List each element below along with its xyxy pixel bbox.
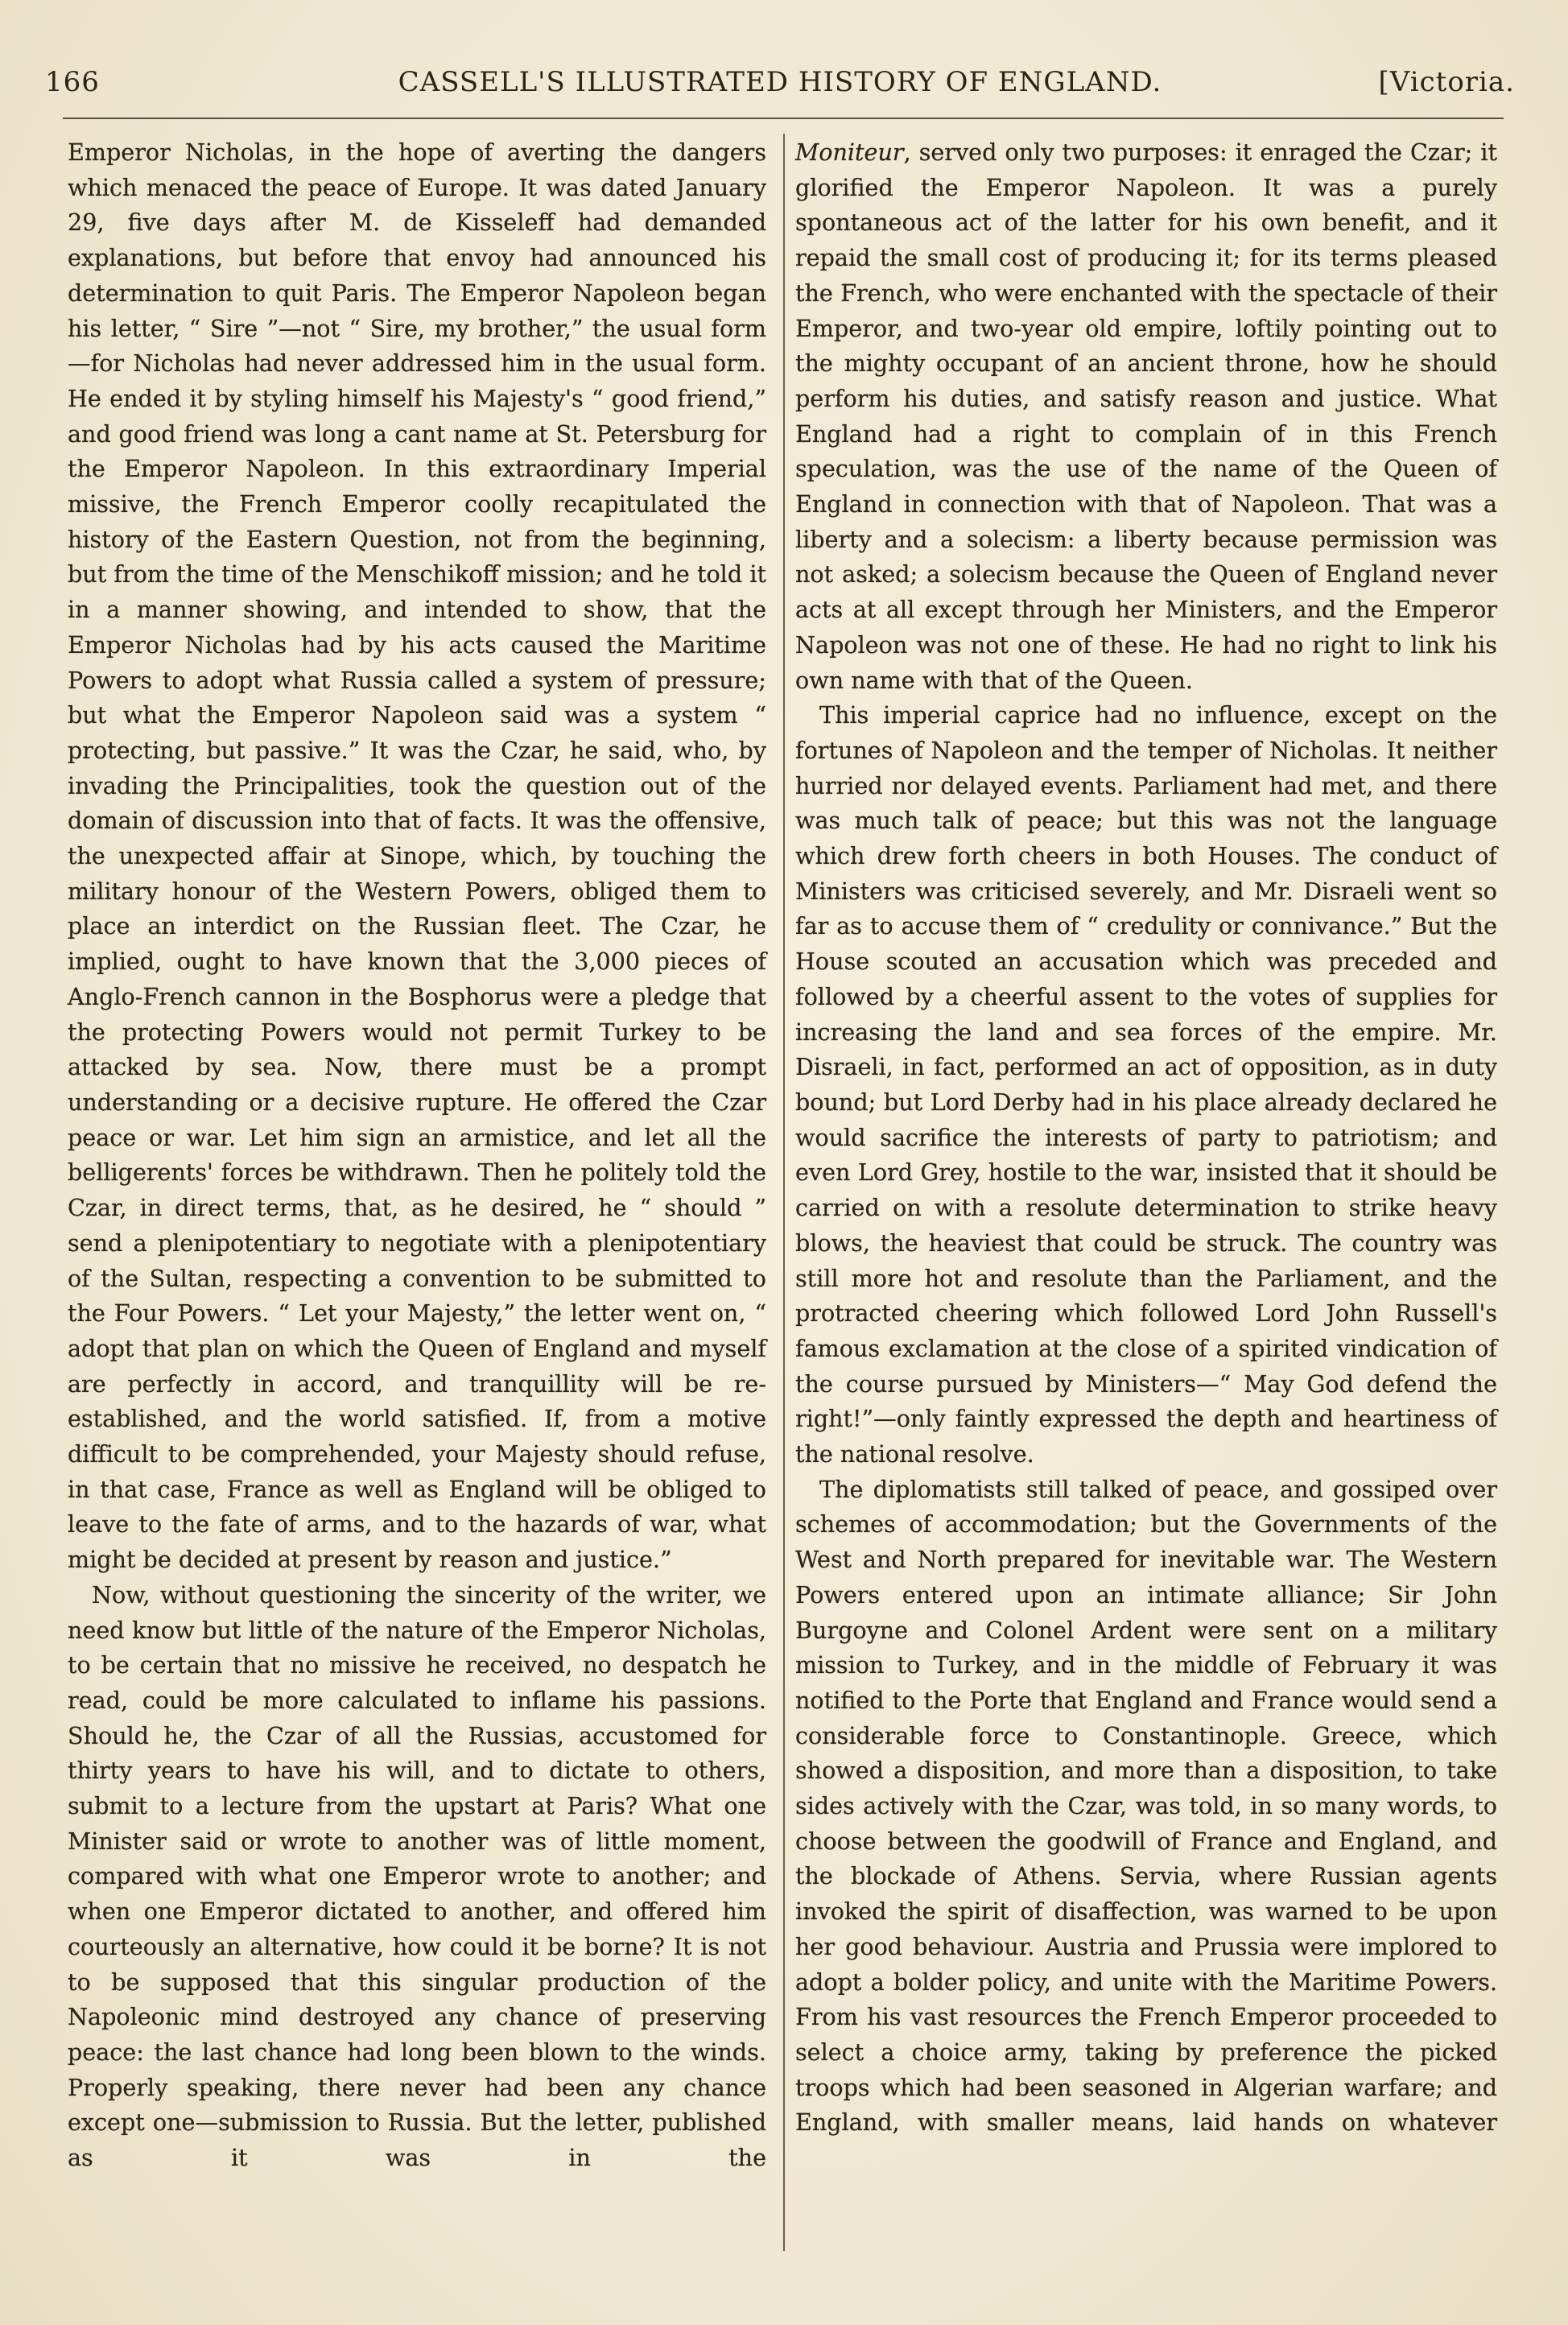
running-head: [45, 61, 1515, 103]
right-column: [795, 135, 1497, 2269]
running-title: CASSELL'S ILLUSTRATED HISTORY OF ENGLAND.: [398, 66, 1162, 98]
paragraph: Moniteur, served only two purposes: it enraged the Czar; it glorified the Emperor Napoleon. It was a purely spontaneous act of the latter for his own benefit, and it repaid the small cost of producing it; for its terms pleased the French, who were enchanted with the spectacle of their Emperor, and two-year old empire, loftily pointing out to the mighty occupant of an ancient throne, how he should perform his duties, and satisfy reason and justice. What England had a right to complain of in this French speculation, was the use of the name of the Queen of England in connection with that of Napoleon. That was a liberty and a solecism: a liberty because permission was not asked; a solecism because the Queen of England never acts at all except through her Ministers, and the Emperor Napoleon was not one of these. He had no right to link his own name with that of the Queen.: [795, 138, 1497, 694]
paragraph: This imperial caprice had no influence, except on the fortunes of Napoleon and the temper of Nicholas. It neither hurried nor delayed events. Parliament had met, and there was much talk of peace; but this was not the language which drew forth cheers in both Houses. The conduct of Ministers was criticised severely, and Mr. Disraeli went so far as to accuse them of “ credulity or connivance.” But the House scouted an accusation which was preceded and followed by a cheerful assent to the votes of supplies for increasing the land and sea forces of the empire. Mr. Disraeli, in fact, performed an act of opposition, as in duty bound; but Lord Derby had in his place already declared he would sacrifice the interests of party to patriotism; and even Lord Grey, hostile to the war, insisted that it should be carried on with a resolute determination to strike heavy blows, the heaviest that could be struck. The country was still more hot and resolute than the Parliament, and the protracted cheering which followed Lord John Russell's famous exclamation at the close of a spirited vindication of the course pursued by Ministers—“ May God defend the right!”—only faintly expressed the depth and heartiness of the national resolve.: [795, 701, 1497, 1468]
page-number: 166: [45, 66, 100, 98]
column-divider: [783, 134, 785, 2251]
paragraph: The diplomatists still talked of peace, and gossiped over schemes of accommodation; but the Governments of the West and North prepared for inevitable war. The Western Powers entered upon an intimate alliance; Sir John Burgoyne and Colonel Ardent were sent on a military mission to Turkey, and in the middle of February it was notified to the Porte that England and France would send a considerable force to Constantinople. Greece, which showed a disposition, and more than a disposition, to take sides actively with the Czar, was told, in so many words, to choose between the goodwill of France and England, and the blockade of Athens. Servia, where Russian agents invoked the spirit of disaffection, was warned to be upon her good behaviour. Austria and Prussia were implored to adopt a bolder policy, and unite with the Maritime Powers. From his vast resources the French Emperor proceeded to select a choice army, taking by preference the picked troops which had been seasoned in Algerian warfare; and England, with smaller means, laid hands on whatever: [795, 1475, 1497, 2137]
header-rule: [63, 118, 1504, 119]
paragraph: Now, without questioning the sincerity of the writer, we need know but little of the nature of the Emperor Nicholas, to be certain that no missive he received, no despatch he read, could be more calculated to inflame his passions. Should he, the Czar of all the Russias, accustomed for thirty years to have his will, and to dictate to others, submit to a lecture from the upstart at Paris? What one Minister said or wrote to another was of little moment, compared with what one Emperor wrote to another; and when one Emperor dictated to another, and offered him courteously an alternative, how could it be borne? It is not to be supposed that this singular production of the Napoleonic mind destroyed any chance of preserving peace: the last chance had long been blown to the winds. Properly speaking, there never had been any chance except one—submission to Russia. But the letter, published as it was in the: [68, 1580, 766, 2172]
left-column: [68, 135, 766, 2269]
running-reign: [Victoria.: [1378, 66, 1515, 98]
newspaper-title: Moniteur: [795, 138, 904, 166]
paragraph: Emperor Nicholas, in the hope of averting the dangers which menaced the peace of Europe. It was dated January 29, five days after M. de Kisseleff had demanded explanations, but before that envoy had announced his determination to quit Paris. The Emperor Napoleon began his letter, “ Sire ”—not “ Sire, my brother,” the usual form—for Nicholas had never addressed him in the usual form. He ended it by styling himself his Majesty's “ good friend,” and good friend was long a cant name at St. Petersburg for the Emperor Napoleon. In this extraordinary Imperial missive, the French Emperor coolly recapitulated the history of the Eastern Question, not from the beginning, but from the time of the Menschikoff mission; and he told it in a manner showing, and intended to show, that the Emperor Nicholas had by his acts caused the Maritime Powers to adopt what Russia called a system of pressure; but what the Emperor Napoleon said was a system “ protecting, but passive.” It was the Czar, he said, who, by invading the Principalities, took the question out of the domain of discussion into that of facts. It was the offensive, the unexpected affair at Sinope, which, by touching the military honour of the Western Powers, obliged them to place an interdict on the Russian fleet. The Czar, he implied, ought to have known that the 3,000 pieces of Anglo-French cannon in the Bosphorus were a pledge that the protecting Powers would not permit Turkey to be attacked by sea. Now, there must be a prompt understanding or a decisive rupture. He offered the Czar peace or war. Let him sign an armistice, and let all the belligerents' forces be withdrawn. Then he politely told the Czar, in direct terms, that, as he desired, he “ should ” send a plenipotentiary to negotiate with a plenipotentiary of the Sultan, respecting a convention to be submitted to the Four Powers. “ Let your Majesty,” the letter went on, “ adopt that plan on which the Queen of England and myself are perfectly in accord, and tranquillity will be re-established, and the world satisfied. If, from a motive difficult to be comprehended, your Majesty should refuse, in that case, France as well as England will be obliged to leave to the fate of arms, and to the hazards of war, what might be decided at present by reason and justice.”: [68, 138, 766, 1574]
